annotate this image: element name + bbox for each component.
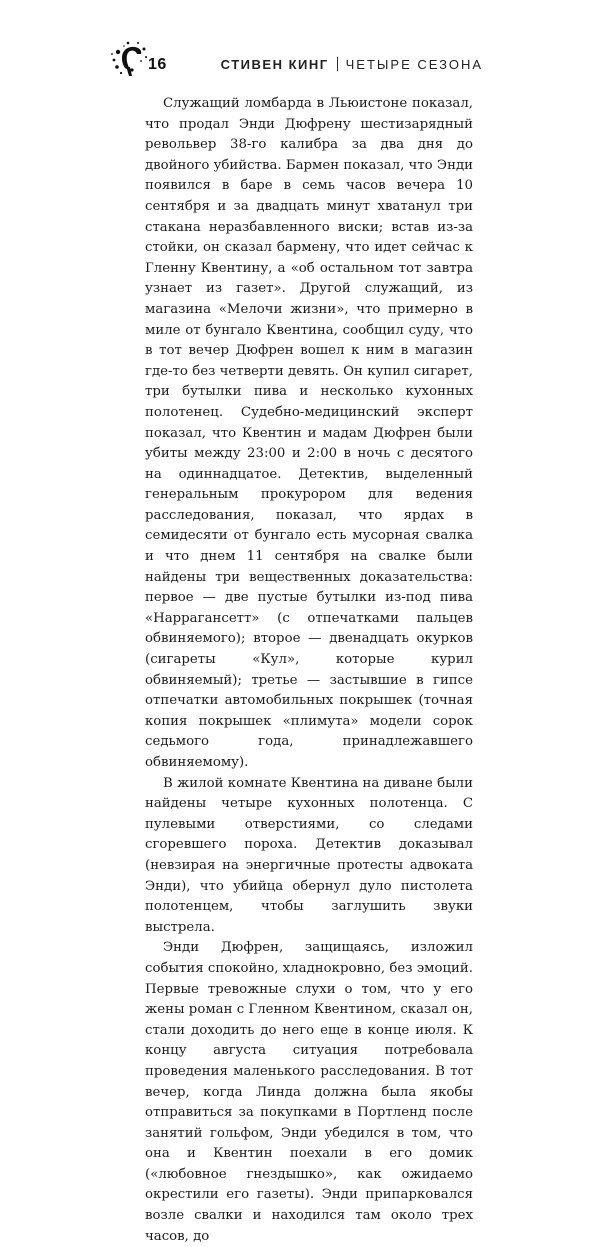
running-head-divider (337, 57, 338, 71)
running-head-author: СТИВЕН КИНГ (220, 57, 329, 72)
paragraph: Энди Дюфрен, защищаясь, изложил события спокойно, хладнокровно, без эмоций. Первые тревожные слухи о том, что у его жены роман с Гленном Квентином, сказал он, стали доходить до него еще в конце июля. К концу августа ситуация потребовала проведения маленького расследования. В тот вечер, когда Линда должна была якобы отправиться за покупками в Портленд после занятий гольфом, Энди убедился в том, что она и Квентин поехали в его домик («любовное гнездышко», как ожидаемо окрестили его газеты). Энди припарковался возле свалки и находился там около трех часов, до (145, 940, 473, 1244)
paragraph: Служащий ломбарда в Льюистоне показал, что продал Энди Дюфрену шестизарядный револьвер 38-го калибра за два дня до двойного убийства. Бармен показал, что Энди появился в баре в семь часов вечера 10 сентября и за двадцать минут хватанул три стакана неразбавленного виски; встав из-за стойки, он сказал бармену, что идет сейчас к Гленну Квентину, а «об остальном тот завтра узнает из газет». Другой служащий, из магазина «Мелочи жизни», что примерно в миле от бунгало Квентина, сообщил суду, что в тот вечер Дюфрен вошел к ним в магазин где-то без четверти девять. Он купил сигарет, три бутылки пива и несколько кухонных полотенец. Судебно-медицинский эксперт показал, что Квентин и мадам Дюфрен были убиты между 23:00 и 2:00 в ночь с десятого на одиннадцатое. Детектив, выделенный генеральным прокурором для ведения расследования, показал, что ярдах в семидесяти от бунгало есть мусорная свалка и что днем 11 сентября на свалке были найдены три вещественных доказательства: первое — две пустые бутылки из-под пива «Наррагансетт» (с отпечатками пальцев обвиняемого); второе — двенадцать окурков (сигареты «Кул», которые курил обвиняемый); третье — застывшие в гипсе отпечатки автомобильных покрышек (точная копия покрышек «плимута» модели сорок седьмого года, принадлежавшего обвиняемому). (145, 96, 473, 770)
paragraph: В жилой комнате Квентина на диване были найдены четыре кухонных полотенца. С пулевыми отверстиями, со следами сгоревшего пороха. Детектив доказывал (невзирая на энергичные протесты адвоката Энди), что убийца обернул дуло пистолета полотенцем, чтобы заглушить звуки выстрела. (145, 775, 473, 935)
page-header (0, 0, 600, 90)
page-number: 16 (148, 56, 167, 73)
running-head (221, 57, 483, 72)
body-text (145, 94, 473, 1247)
running-head-book-title: ЧЕТЫРЕ СЕЗОНА (345, 57, 483, 72)
splatter-logo-icon (108, 40, 152, 80)
